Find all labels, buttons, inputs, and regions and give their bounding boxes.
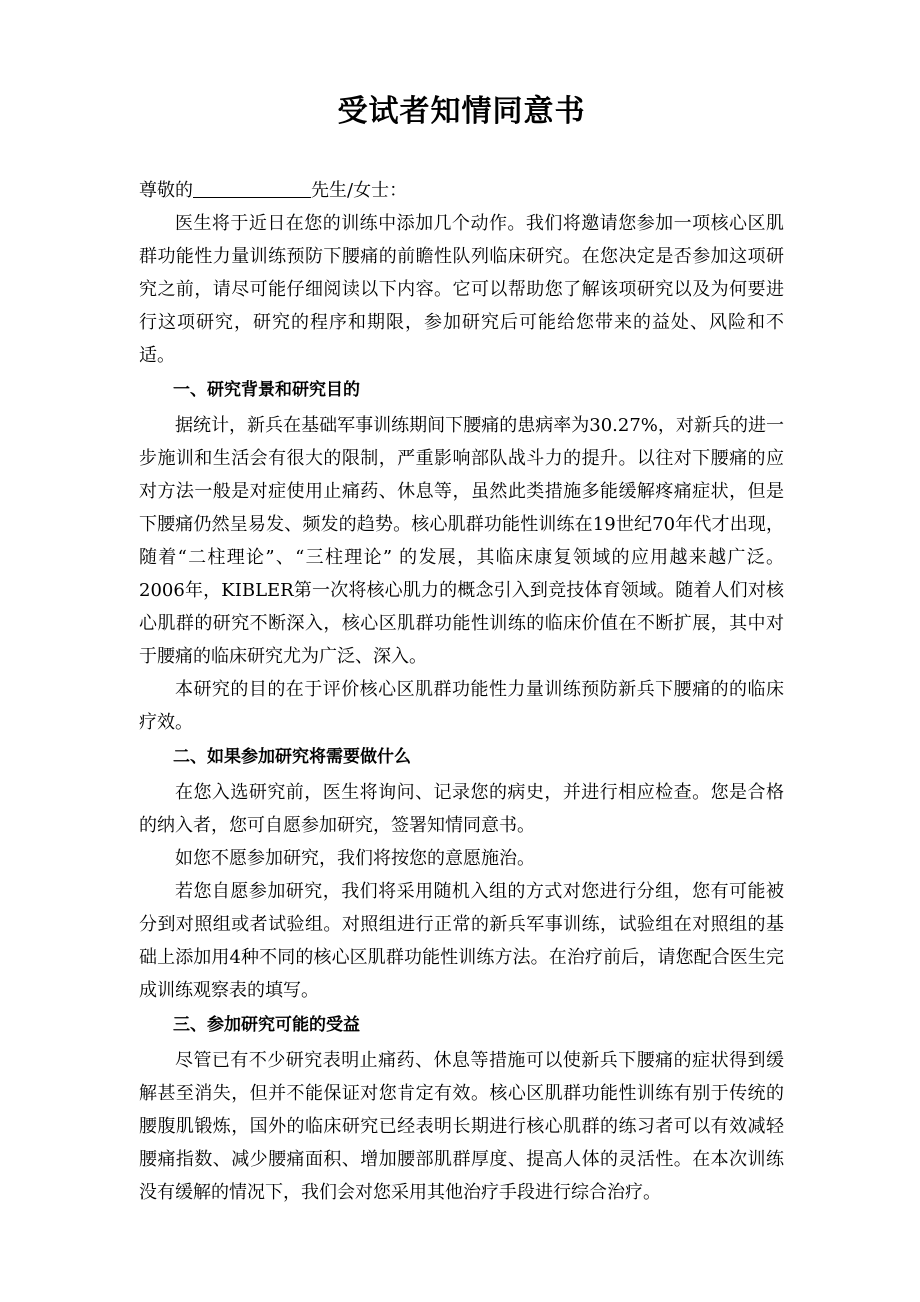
paragraph-research-objective: 本研究的目的在于评价核心区肌群功能性力量训练预防新兵下腰痛的的临床疗效。 — [139, 679, 784, 733]
paragraph-enrollment: 在您入选研究前，医生将询问、记录您的病史，并进行相应检查。您是合格的纳入者，您可自愿参加研究，签署知情同意书。 — [139, 782, 784, 836]
name-blank-line — [193, 177, 311, 198]
paragraph-decline: 如您不愿参加研究，我们将按您的意愿施治。 — [175, 848, 535, 869]
document-title: 受试者知情同意书 — [337, 94, 586, 129]
paragraph-randomization: 若您自愿参加研究，我们将采用随机入组的方式对您进行分组，您有可能被分到对照组或者试验组。对照组进行正常的新兵军事训练，试验组在对照组的基础上添加用4种不同的核心区肌群功能性训练方法。在治疗前后，请您配合医生完成训练观察表的填写。 — [139, 881, 784, 1001]
section-heading-benefits: 三、参加研究可能的受益 — [173, 1015, 360, 1035]
document-body — [139, 88, 784, 1209]
section-heading-background: 一、研究背景和研究目的 — [173, 380, 360, 400]
intro-paragraph: 医生将于近日在您的训练中添加几个动作。我们将邀请您参加一项核心区肌群功能性力量训练预防下腰痛的前瞻性队列临床研究。在您决定是否参加这项研究之前，请尽可能仔细阅读以下内容。它可以帮助您了解该项研究以及为何要进行这项研究，研究的程序和期限，参加研究后可能给您带来的益处、风险和不适。 — [139, 213, 784, 366]
section-heading-participation: 二、如果参加研究将需要做什么 — [173, 747, 411, 767]
paragraph-background-statistics: 据统计，新兵在基础军事训练期间下腰痛的患病率为30.27%，对新兵的进一步施训和生活会有很大的限制，严重影响部队战斗力的提升。以往对下腰痛的应对方法一般是对症使用止痛药、休息等，虽然此类措施多能缓解疼痛症状，但是下腰痛仍然呈易发、频发的趋势。核心肌群功能性训练在19世纪70年代才出现，随着“二柱理论”、“三柱理论” 的发展，其临床康复领域的应用越来越广泛。2006年，KIBLER第一次将核心肌力的概念引入到竞技体育领域。随着人们对核心肌群的研究不断深入，核心区肌群功能性训练的临床价值在不断扩展，其中对于腰痛的临床研究尤为广泛、深入。 — [139, 415, 784, 667]
paragraph-benefits: 尽管已有不少研究表明止痛药、休息等措施可以使新兵下腰痛的症状得到缓解甚至消失，但并不能保证对您肯定有效。核心区肌群功能性训练有别于传统的腰腹肌锻炼，国外的临床研究已经表明长期进行核心肌群的练习者可以有效减轻腰痛指数、减少腰痛面积、增加腰部肌群厚度、提高人体的灵活性。在本次训练没有缓解的情况下，我们会对您采用其他治疗手段进行综合治疗。 — [139, 1050, 784, 1203]
salutation-suffix: 先生/女士： — [311, 180, 408, 201]
salutation-prefix: 尊敬的 — [139, 180, 193, 201]
salutation-line — [139, 174, 784, 207]
